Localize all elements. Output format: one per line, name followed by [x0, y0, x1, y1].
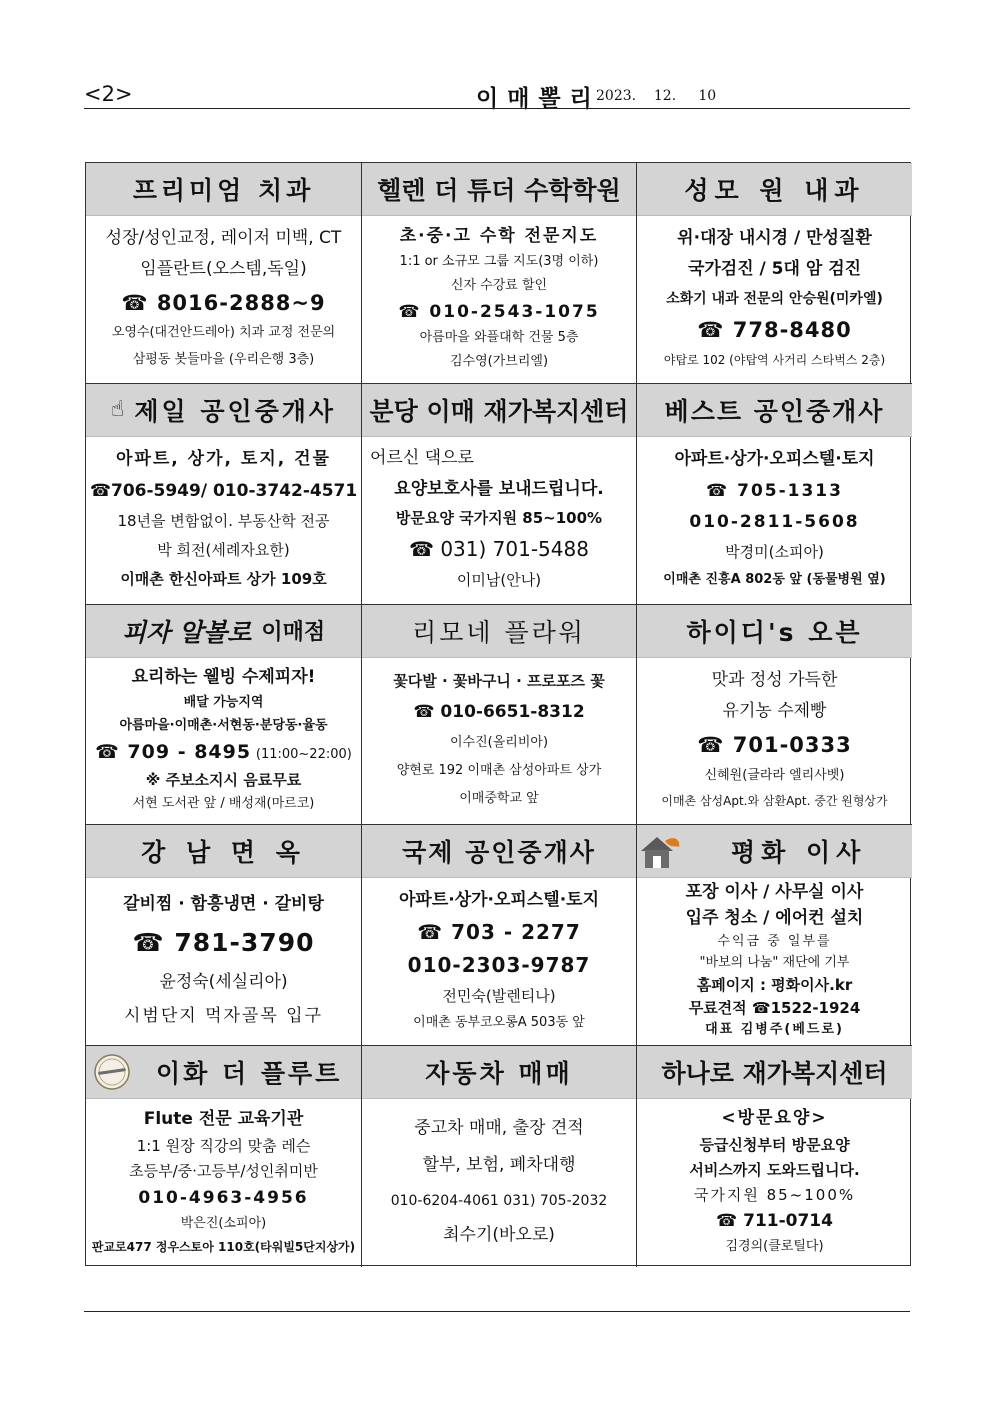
ad-line: 시범단지 먹자골목 입구 — [123, 1005, 324, 1026]
ad-gangnam-myeonok — [86, 825, 362, 1046]
ad-line: 박경미(소피아) — [725, 543, 824, 562]
phone-number: 010-6204-4061 031) 705-2032 — [390, 1192, 608, 1209]
phone-number: ☎706-5949/ 010-3742-4571 — [89, 480, 358, 501]
ad-line: 이매촌 동부코오롱A 503동 앞 — [413, 1014, 585, 1030]
ad-line: 최수기(바오로) — [443, 1225, 555, 1245]
ad-ihwa-the-flute — [86, 1046, 362, 1267]
phone-number: 무료견적 ☎1522-1924 — [688, 998, 861, 1017]
ad-title: 하나로 재가복지센터 — [637, 1046, 912, 1099]
ad-helen-math-academy — [362, 163, 637, 384]
ad-line: 임플란트(오스템,독일) — [140, 259, 307, 280]
ad-line: 오영수(대건안드레아) 치과 교정 전문의 — [111, 325, 336, 341]
footer-rule — [84, 1311, 910, 1312]
ad-line: 전민숙(발렌티나) — [442, 986, 556, 1005]
ad-line: 등급신청부터 방문요양 — [699, 1135, 850, 1154]
ad-line: 맛과 정성 가득한 — [711, 670, 838, 691]
ad-title: 베스트 공인중개사 — [637, 384, 912, 437]
page-header — [84, 80, 910, 112]
phone-number: ☎ 711-0714 — [716, 1211, 833, 1232]
ad-line: 어르신 댁으로 — [370, 448, 474, 469]
ad-line: 김수영(가브리엘) — [449, 353, 549, 369]
phone-number: 010-2811-5608 — [689, 511, 860, 532]
ad-line: 판교로477 정우스토아 110호(타워빌5단지상가) — [91, 1239, 356, 1254]
phone-number: ☎ 778-8480 — [697, 318, 852, 343]
ad-pyeonghwa-moving — [637, 825, 912, 1046]
ad-title: 강 남 면 옥 — [86, 825, 361, 878]
ad-line: 1:1 원장 직강의 맞춤 레슨 — [136, 1136, 311, 1155]
ad-line: 초·중·고 수학 전문지도 — [399, 225, 599, 246]
ad-title: 분당 이매 재가복지센터 — [362, 384, 636, 437]
ad-line: 1:1 or 소규모 그룹 지도(3명 이하) — [399, 254, 599, 270]
ad-line: 위·대장 내시경 / 만성질환 — [677, 228, 872, 249]
ad-grid — [85, 162, 911, 1266]
bulletin-date: 2023. 12. 10 — [596, 88, 717, 104]
ad-line: 아름마을 와플대학 건물 5층 — [419, 330, 579, 346]
flute-logo-icon — [90, 1052, 134, 1092]
ad-best-realty — [637, 384, 912, 605]
ad-title: 이화 더 플루트 — [156, 1059, 343, 1089]
ad-line: 입주 청소 / 에어컨 설치 — [685, 908, 864, 928]
phone-number: ☎ 031) 701-5488 — [409, 536, 589, 561]
ad-seongmo-clinic — [637, 163, 912, 384]
ad-line: 이수진(올리비아) — [449, 734, 549, 750]
bulletin-title: 이매뽈리 — [476, 86, 601, 112]
phone-number: ☎ 701-0333 — [697, 733, 852, 758]
ad-line: 포장 이사 / 사무실 이사 — [685, 882, 864, 903]
ad-line: 야탑로 102 (야탑역 사거리 스타벅스 2층) — [663, 352, 886, 367]
ad-line: 이미남(안나) — [456, 570, 542, 589]
ad-line: 신자 수강료 할인 — [450, 278, 548, 294]
ad-jeil-realty — [86, 384, 362, 605]
ad-line: 초등부/중·고등부/성인취미반 — [129, 1162, 318, 1181]
ad-line: 18년을 변함없이. 부동산학 전공 — [117, 511, 330, 530]
ad-line: 요리하는 웰빙 수제피자! — [131, 666, 316, 687]
ad-title: 국제 공인중개사 — [362, 825, 636, 878]
ad-line: 할부, 보험, 폐차대행 — [422, 1154, 576, 1175]
ad-line: 국가검진 / 5대 암 검진 — [687, 259, 862, 280]
ad-title: 제일 공인중개사 — [134, 396, 337, 426]
ad-line: "바보의 나눔" 재단에 기부 — [699, 954, 850, 970]
ad-title: 리모네 플라워 — [362, 605, 636, 658]
house-logo-icon — [639, 831, 683, 871]
ad-line: 요양보호사를 보내드립니다. — [394, 478, 604, 499]
ad-pizza-alvolo — [86, 605, 362, 826]
ad-line: 김경의(클로틸다) — [725, 1239, 824, 1255]
pointing-hand-icon: ☝ — [110, 397, 125, 423]
ad-line: 삼평동 봇들마을 (우리은행 3층) — [132, 351, 315, 367]
ad-heidis-oven — [637, 605, 912, 826]
ad-line: 수익금 중 일부를 — [717, 933, 832, 949]
page-number: <2> — [84, 82, 133, 106]
ad-car-trading — [362, 1046, 637, 1267]
ad-line: 중고차 매매, 출장 견적 — [414, 1117, 584, 1138]
ad-line: 이매촌 삼성Apt.와 삼환Apt. 중간 원형상가 — [661, 794, 888, 809]
ad-line: 서현 도서관 앞 / 배성재(마르코) — [132, 796, 315, 812]
website: 홈페이지 : 평화이사.kr — [696, 975, 853, 994]
ad-title-row — [86, 1046, 361, 1099]
ad-line: 방문요양 국가지원 85~100% — [395, 508, 603, 527]
ad-line: ※ 주보소지시 음료무료 — [145, 770, 302, 789]
ad-title: 자동차 매매 — [362, 1046, 636, 1099]
ad-line: 이매촌 한신아파트 상가 109호 — [120, 569, 327, 588]
ad-premium-dental — [86, 163, 362, 384]
ad-line: 아름마을·이매촌·서현동·분당동·율동 — [119, 717, 328, 733]
ad-line: 대표 김병주(베드로) — [705, 1022, 844, 1038]
ad-gukje-realty — [362, 825, 637, 1046]
phone-number: 010-4963-4956 — [138, 1188, 309, 1209]
ad-line: 갈비찜 · 함흥냉면 · 갈비탕 — [123, 894, 324, 915]
phone-number: ☎ 8016-2888~9 — [121, 290, 326, 315]
ad-line: 배달 가능지역 — [183, 694, 264, 710]
ad-title: 피자 알볼로 — [121, 617, 252, 647]
phone-row — [95, 742, 352, 764]
ad-title-row — [637, 825, 912, 878]
ad-title-row — [86, 384, 361, 437]
business-hours: (11:00~22:00) — [255, 746, 352, 762]
ad-line: 이매중학교 앞 — [459, 791, 539, 807]
phone-number: ☎ 705-1313 — [706, 480, 843, 501]
ad-line: 아파트·상가·오피스텔·토지 — [674, 449, 875, 470]
ad-title: 프리미엄 치과 — [86, 163, 361, 216]
ad-line: Flute 전문 교육기관 — [143, 1108, 304, 1129]
ad-bundang-imae-care-center — [362, 384, 637, 605]
ad-line: 서비스까지 도와드립니다. — [689, 1160, 860, 1179]
ad-line: 국가지원 85~100% — [693, 1186, 856, 1205]
phone-number: ☎ 703 - 2277 — [417, 919, 581, 944]
ad-line: 아파트, 상가, 토지, 건물 — [116, 449, 331, 470]
ad-line: 박은진(소피아) — [180, 1216, 267, 1232]
ad-line: 유기농 수제빵 — [722, 701, 827, 722]
ad-title: 성모 원 내과 — [637, 163, 912, 216]
ad-line: 아파트·상가·오피스텔·토지 — [398, 889, 600, 910]
ad-title: 평화 이사 — [731, 838, 867, 868]
ad-title-suffix: 이매점 — [261, 620, 326, 646]
phone-number: ☎ 709 - 8495 — [95, 740, 252, 763]
ad-hanaro-care-center — [637, 1046, 912, 1267]
ad-line: 꽃다발 · 꽃바구니 · 프로포즈 꽃 — [393, 671, 605, 690]
ad-title: 하이디's 오븐 — [637, 605, 912, 658]
ad-line: 양현로 192 이매촌 삼성아파트 상가 — [396, 763, 602, 779]
ad-title-row — [86, 605, 361, 658]
ad-line: 윤정숙(세실리아) — [159, 971, 288, 992]
ad-line: 신혜원(글라라 엘리사벳) — [704, 767, 845, 783]
ad-title: 헬렌 더 튜더 수학학원 — [362, 163, 636, 216]
phone-number: 010-2303-9787 — [407, 953, 591, 978]
phone-number: ☎ 010-2543-1075 — [398, 301, 600, 322]
ad-line: 박 희전(세례자요한) — [157, 540, 290, 559]
ad-line: 소화기 내과 전문의 안승원(미카엘) — [666, 290, 883, 307]
ad-line: 성장/성인교정, 레이저 미백, CT — [105, 228, 342, 249]
phone-number: ☎ 010-6651-8312 — [413, 702, 585, 723]
ad-line: 이매촌 진흥A 802동 앞 (동물병원 옆) — [663, 571, 886, 587]
phone-number: ☎ 781-3790 — [132, 928, 315, 958]
ad-limone-flower — [362, 605, 637, 826]
header-rule — [84, 108, 910, 109]
ad-line: <방문요양> — [721, 1108, 828, 1129]
